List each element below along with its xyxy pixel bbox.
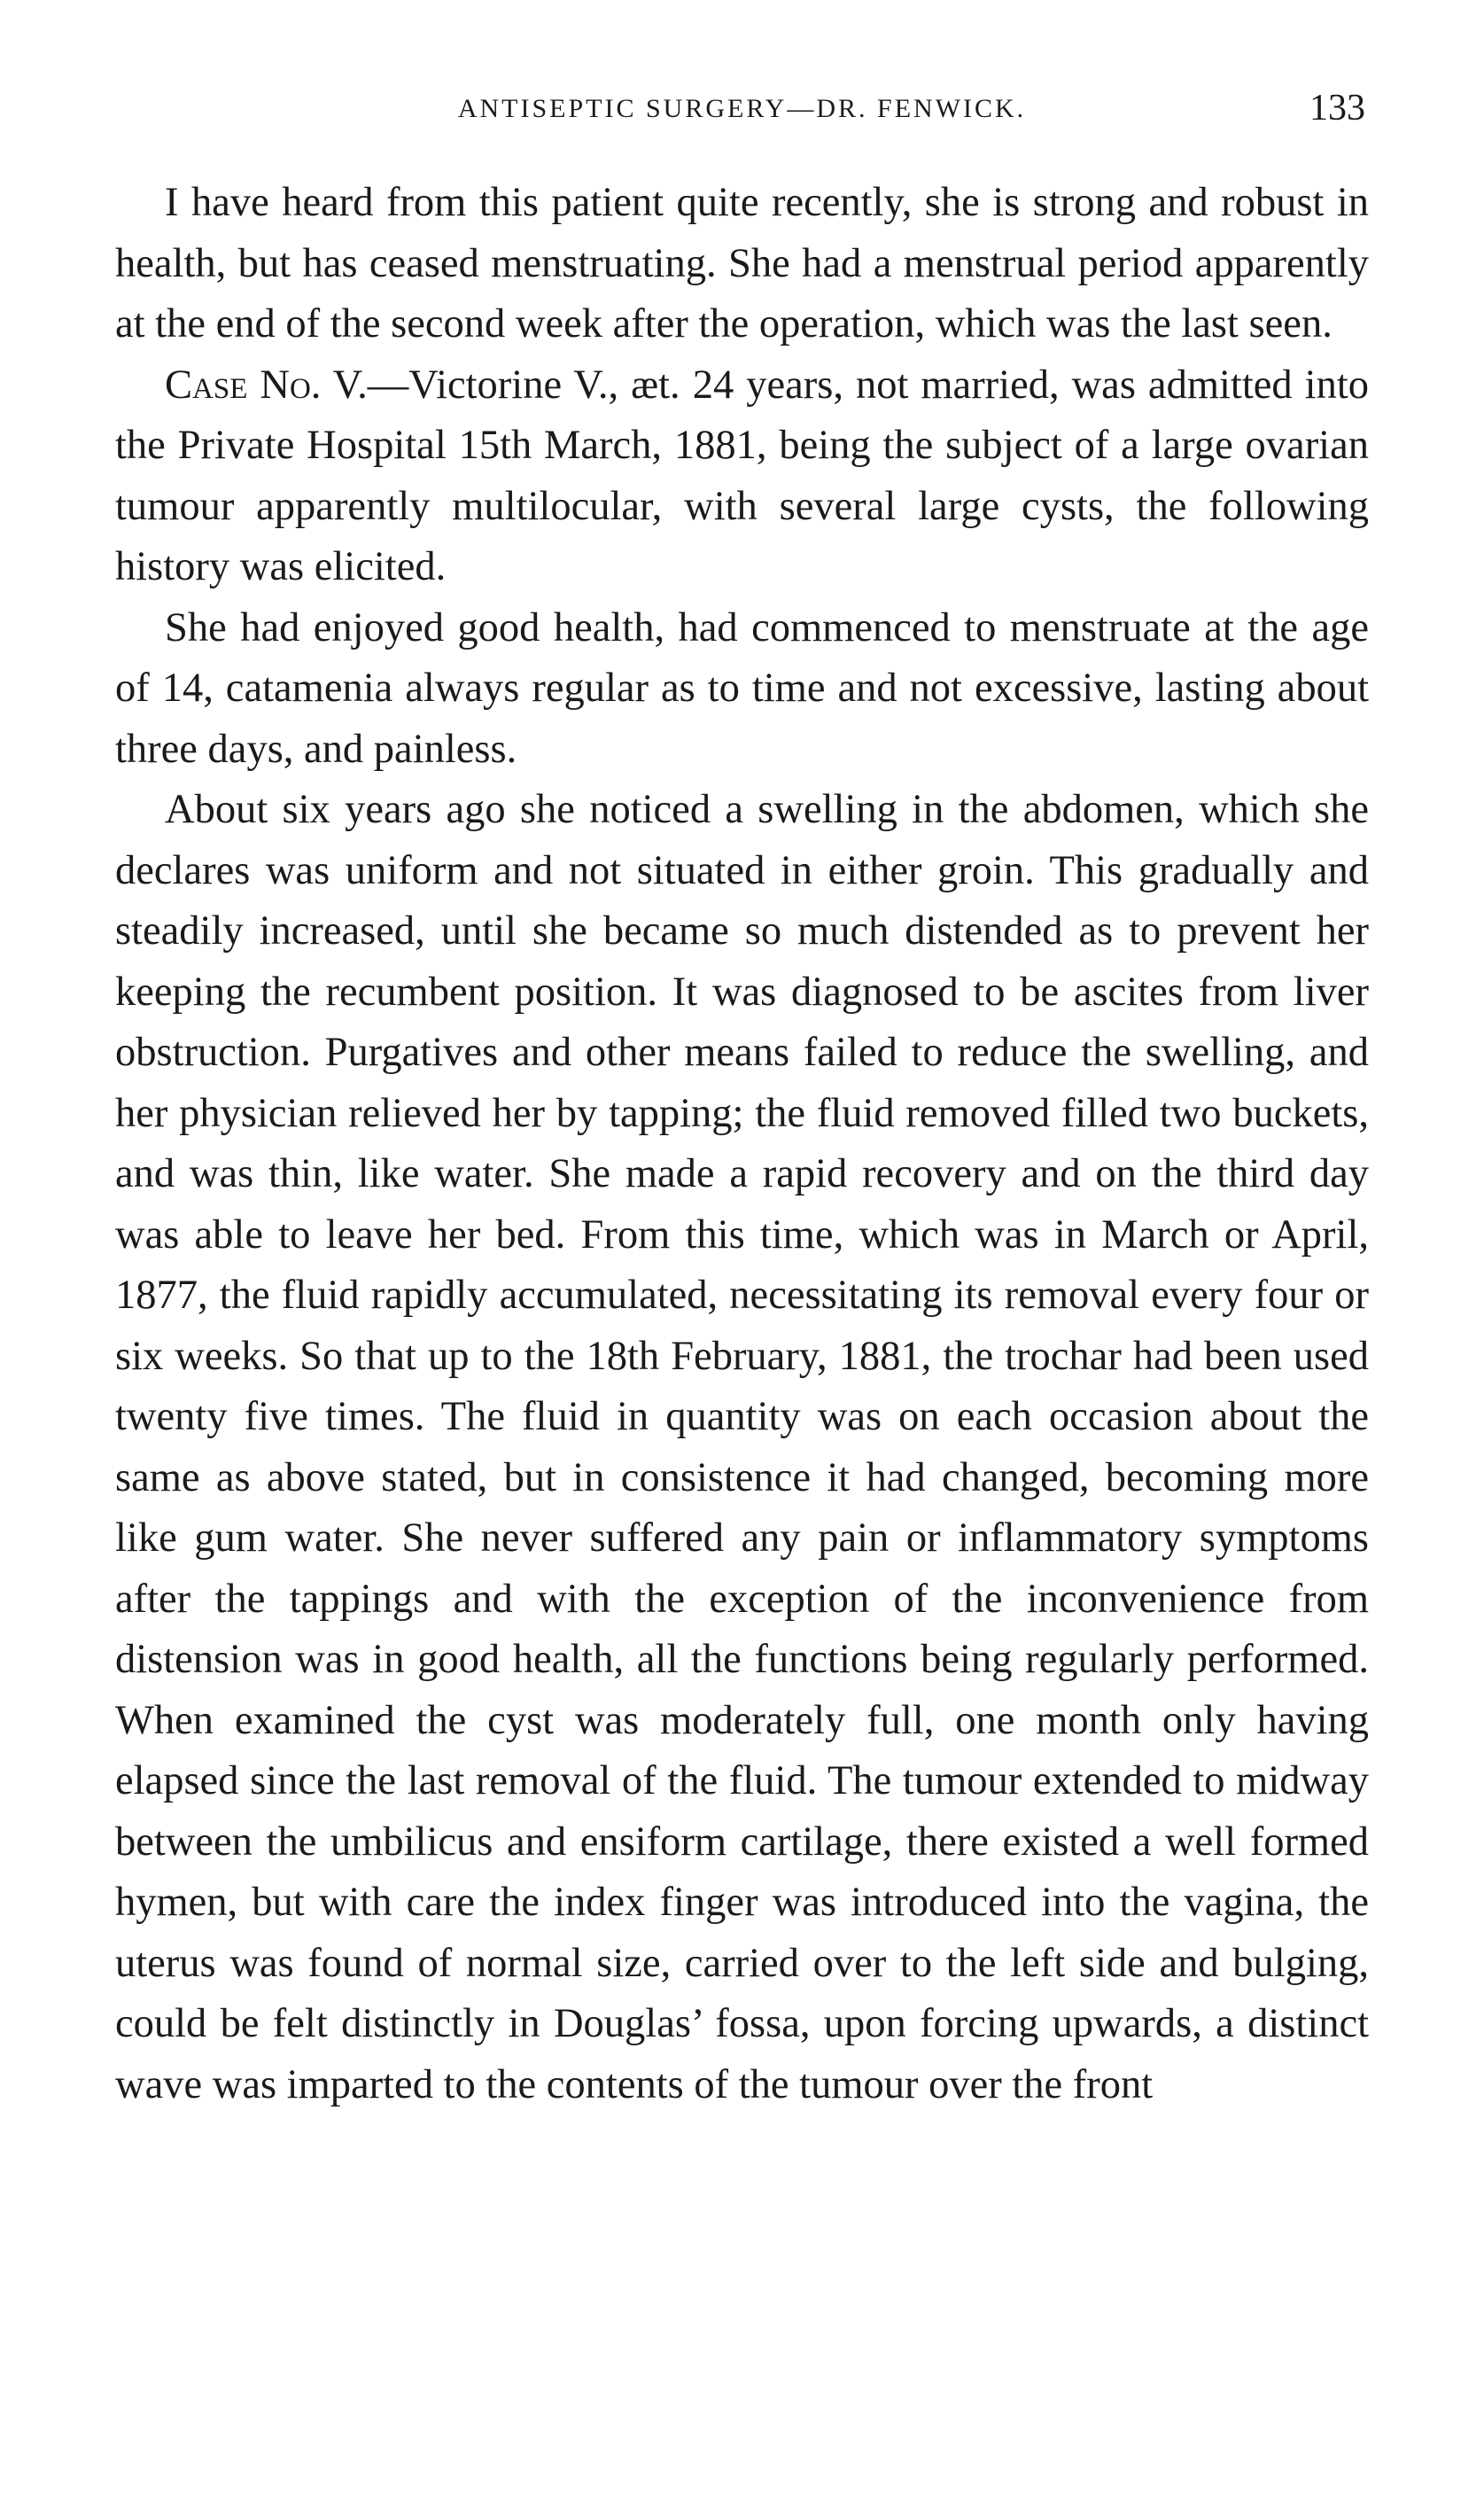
running-head <box>115 87 1369 140</box>
case-label: Case No. V. <box>165 362 368 408</box>
body-text <box>115 173 1369 2115</box>
page-number: 133 <box>1309 88 1365 129</box>
paragraph-1 <box>115 173 1369 355</box>
paragraph-1-text: I have heard from this patient quite recently, she is strong and robust in health, but has ceased menstruating. She had a menstrual period apparently at the end of the second week after the operation, which was the last seen. <box>115 180 1369 347</box>
paragraph-2 <box>115 355 1369 598</box>
running-title: ANTISEPTIC SURGERY—DR. FENWICK. <box>457 94 1027 123</box>
paragraph-4-text: About six years ago she noticed a swelling in the abdomen, which she declares was uniform and not situated in either groin. This gradually and steadily increased, until she became so much distended as to prevent her keeping the recumbent position. It was diagnosed to be ascites from liver obstruction. Purgatives and other means failed to reduce the swelling, and her physician relieved her by tapping; the fluid removed filled two buckets, and was thin, like water. She made a rapid recovery and on the third day was able to leave her bed. From this time, which was in March or April, 1877, the fluid rapidly accumulated, necessitating its removal every four or six weeks. So that up to the 18th February, 1881, the trochar had been used twenty five times. The fluid in quantity was on each occasion about the same as above stated, but in consistence it had changed, becoming more like gum water. She never suffered any pain or inflammatory symptoms after the tappings and with the exception of the inconvenience from distension was in good health, all the functions being regularly performed. When examined the cyst was moderately full, one month only having elapsed since the last removal of the fluid. The tumour extended to midway between the umbilicus and ensiform cartilage, there existed a well formed hymen, but with care the index finger was introduced into the vagina, the uterus was found of normal size, carried over to the left side and bulging, could be felt distinctly in Douglas’ fossa, upon forcing upwards, a distinct wave was imparted to the contents of the tumour over the front <box>115 787 1369 2107</box>
paragraph-3 <box>115 598 1369 781</box>
paragraph-2-text: —Victorine V., æt. 24 years, not married, was admitted into the Private Hospital 15th March, 1881, being the subject of a large ovarian tumour apparently multilocular, with several large cysts, the following history was elicited. <box>115 362 1369 589</box>
paragraph-3-text: She had enjoyed good health, had commenced to menstruate at the age of 14, catamenia always regular as to time and not excessive, lasting about three days, and painless. <box>115 604 1369 772</box>
paragraph-4 <box>115 780 1369 2115</box>
